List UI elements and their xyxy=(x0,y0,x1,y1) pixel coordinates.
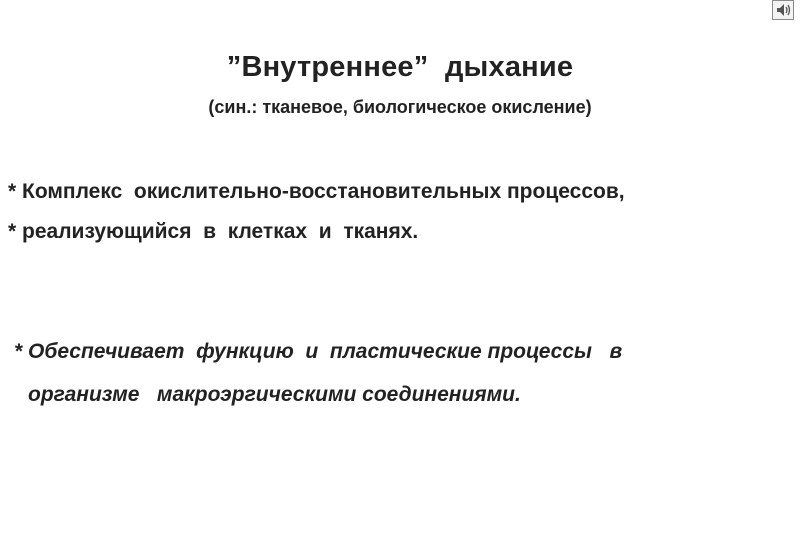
bullet-line-3: * Обеспечивает функцию и пластические процессы в xyxy=(14,340,623,363)
slide-title: ”Внутреннее” дыхание xyxy=(226,51,574,83)
sound-speaker-icon xyxy=(773,1,793,19)
bullet-line-4: организме макроэргическими соединениями. xyxy=(28,383,521,406)
slide-subtitle: (син.: тканевое, биологическое окисление) xyxy=(208,97,592,117)
bullet-line-1: * Комплекс окислительно-восстановительных процессов, xyxy=(8,180,625,203)
bullet-line-2: * реализующийся в клетках и тканях. xyxy=(8,220,419,243)
sound-button[interactable] xyxy=(772,0,794,20)
